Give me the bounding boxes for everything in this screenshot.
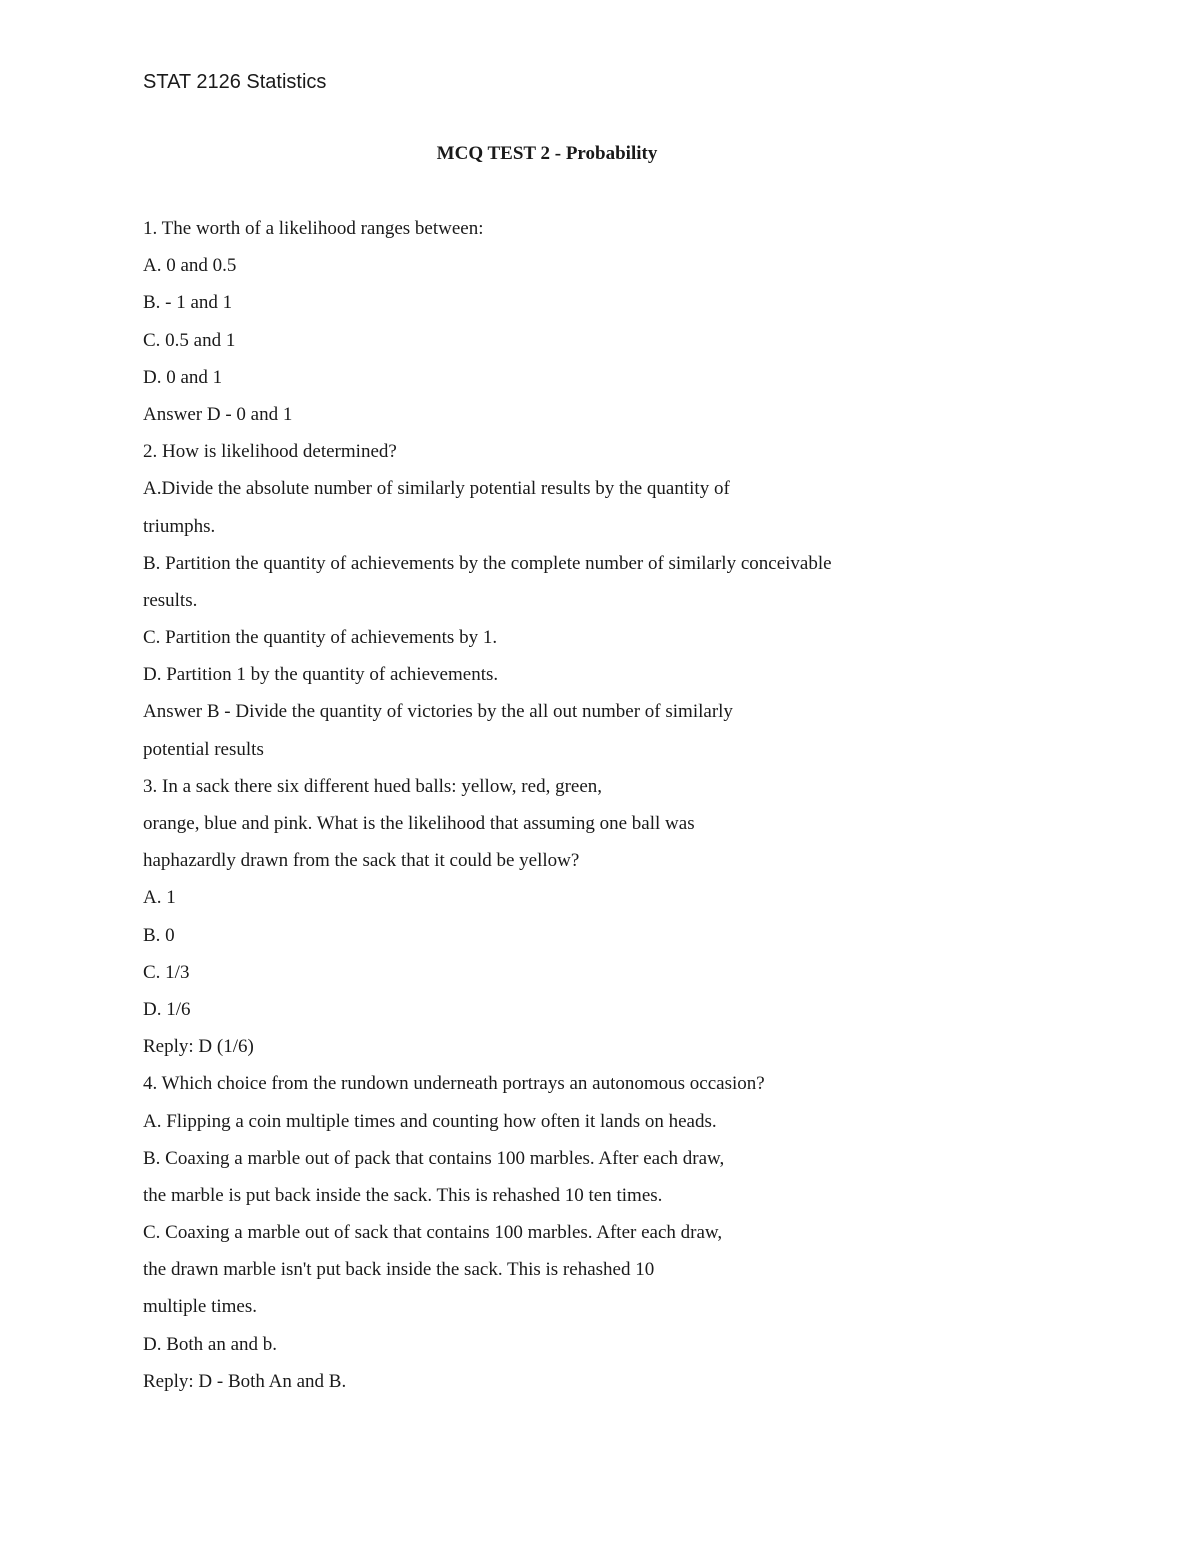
q1-option-c: C. 0.5 and 1 — [143, 329, 236, 351]
q2-option-a: A.Divide the absolute number of similarly potential results by the quantity of — [143, 478, 730, 500]
q2-answer: Answer B - Divide the quantity of victories by the all out number of similarly — [143, 701, 733, 723]
q4-option-c: C. Coaxing a marble out of sack that contains 100 marbles. After each draw, — [143, 1222, 723, 1244]
q2-option-b-cont: results. — [143, 589, 198, 611]
q4-answer: Reply: D - Both An and B. — [143, 1370, 347, 1392]
q1-answer: Answer D - 0 and 1 — [143, 403, 293, 425]
q4-option-b: B. Coaxing a marble out of pack that contains 100 marbles. After each draw, — [143, 1147, 725, 1169]
q2-option-b: B. Partition the quantity of achievements by the complete number of similarly conceivable — [143, 552, 832, 574]
q1-option-d: D. 0 and 1 — [143, 366, 223, 388]
q4-option-c-cont-1: the drawn marble isn't put back inside the sack. This is rehashed 10 — [143, 1259, 655, 1281]
course-header: STAT 2126 Statistics — [143, 71, 327, 93]
q3-question-cont-1: orange, blue and pink. What is the likelihood that assuming one ball was — [143, 813, 695, 834]
q4-option-d: D. Both an and b. — [143, 1333, 278, 1355]
q2-question: 2. How is likelihood determined? — [143, 441, 397, 463]
q2-option-a-cont: triumphs. — [143, 515, 216, 537]
q3-answer: Reply: D (1/6) — [143, 1036, 254, 1058]
q4-question: 4. Which choice from the rundown underneath portrays an autonomous occasion? — [143, 1073, 765, 1095]
q2-option-d: D. Partition 1 by the quantity of achievements. — [143, 664, 499, 686]
test-title: MCQ TEST 2 - Probability — [436, 143, 658, 164]
q4-option-b-cont: the marble is put back inside the sack. This is rehashed 10 ten times. — [143, 1184, 663, 1206]
q3-question-cont-2: haphazardly drawn from the sack that it could be yellow? — [143, 850, 580, 872]
q3-question: 3. In a sack there six different hued balls: yellow, red, green, — [143, 775, 603, 797]
question-body — [143, 214, 1143, 1404]
q4-option-c-cont-2: multiple times. — [143, 1296, 257, 1318]
q3-option-a: A. 1 — [143, 887, 176, 909]
q2-option-c: C. Partition the quantity of achievements by 1. — [143, 627, 498, 649]
q1-question: 1. The worth of a likelihood ranges between: — [143, 218, 484, 239]
q2-answer-cont: potential results — [143, 738, 264, 760]
q3-option-c: C. 1/3 — [143, 961, 190, 983]
q4-option-a: A. Flipping a coin multiple times and counting how often it lands on heads. — [143, 1110, 717, 1132]
q3-option-d: D. 1/6 — [143, 998, 191, 1020]
q1-option-a: A. 0 and 0.5 — [143, 255, 237, 277]
q1-option-b: B. - 1 and 1 — [143, 292, 233, 314]
q3-option-b: B. 0 — [143, 924, 175, 946]
